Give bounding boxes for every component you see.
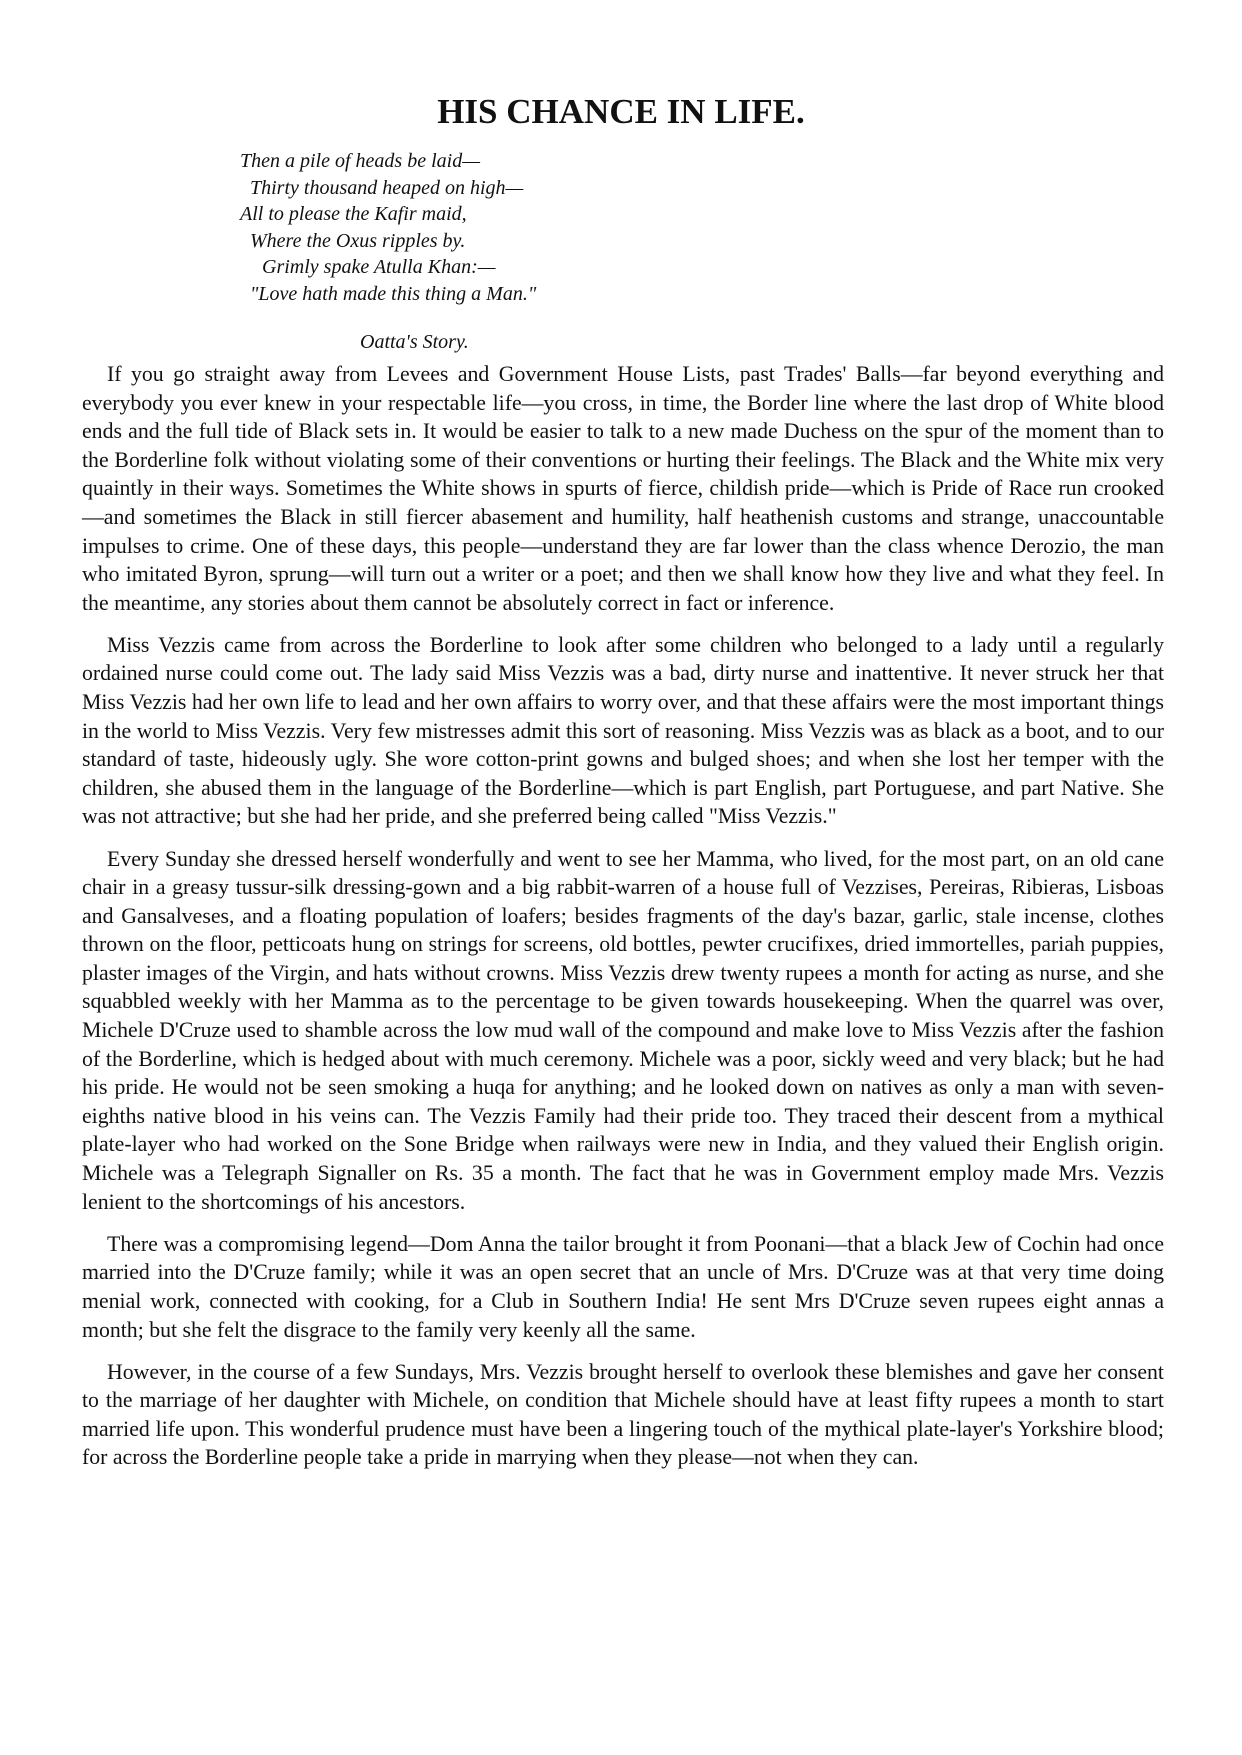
epigraph-attribution: Oatta's Story. [360, 331, 469, 353]
epigraph-line: Where the Oxus ripples by. [250, 229, 466, 252]
epigraph-line: Thirty thousand heaped on high— [250, 176, 524, 199]
chapter-title: HIS CHANCE IN LIFE. [437, 92, 805, 131]
paragraph: However, in the course of a few Sundays, Mrs. Vezzis brought herself to overlook these blemishes and gave her consent to the marriage of her daughter with Michele, on condition that Michele should have at least fifty rupees a month to start married life upon. This wonderful prudence must have been a lingering touch of the mythical plate-layer's Yorkshire blood; for across the Borderline people take a pride in marrying when they please—not when they can. [82, 1359, 1164, 1470]
paragraph: Miss Vezzis came from across the Borderline to look after some children who belonged to a lady until a regularly ordained nurse could come out. The lady said Miss Vezzis was a bad, dirty nurse and inattentive. It never struck her that Miss Vezzis had her own life to lead and her own affairs to worry over, and that these affairs were the most important things in the world to Miss Vezzis. Very few mistresses admit this sort of reasoning. Miss Vezzis was as black as a boot, and to our standard of taste, hideously ugly. She wore cotton-print gowns and bulged shoes; and when she lost her temper with the children, she abused them in the language of the Borderline—which is part English, part Portuguese, and part Native. She was not attractive; but she had her pride, and she preferred being called "Miss Vezzis." [82, 632, 1164, 829]
paragraph: Every Sunday she dressed herself wonderfully and went to see her Mamma, who lived, for the most part, on an old cane chair in a greasy tussur-silk dressing-gown and a big rabbit-warren of a house full of Vezzises, Pereiras, Ribieras, Lisboas and Gansalveses, and a floating population of loafers; besides fragments of the day's bazar, garlic, stale incense, clothes thrown on the floor, petticoats hung on strings for screens, old bottles, pewter crucifixes, dried immortelles, pariah puppies, plaster images of the Virgin, and hats without crowns. Miss Vezzis drew twenty rupees a month for acting as nurse, and she squabbled weekly with her Mamma as to the percentage to be given towards housekeeping. When the quarrel was over, Michele D'Cruze used to shamble across the low mud wall of the compound and make love to Miss Vezzis after the fashion of the Borderline, which is hedged about with much ceremony. Michele was a poor, sickly weed and very black; but he had his pride. He would not be seen smoking a huqa for anything; and he looked down on natives as only a man with seven-eighths native blood in his veins can. The Vezzis Family had their pride too. They traced their descent from a mythical plate-layer who had worked on the Sone Bridge when railways were new in India, and they valued their English origin. Michele was a Telegraph Signaller on Rs. 35 a month. The fact that he was in Government employ made Mrs. Vezzis lenient to the shortcomings of his ancestors. [82, 846, 1164, 1214]
story-body [82, 360, 1164, 1485]
epigraph-line: All to please the Kafir maid, [240, 203, 467, 225]
epigraph-line: Then a pile of heads be laid— [240, 150, 480, 172]
epigraph-line: "Love hath made this thing a Man." [250, 282, 537, 305]
paragraph: If you go straight away from Levees and Government House Lists, past Trades' Balls—far beyond everything and everybody you ever knew in your respectable life—you cross, in time, the Border line where the last drop of White blood ends and the full tide of Black sets in. It would be easier to talk to a new made Duchess on the spur of the moment than to the Borderline folk without violating some of their conventions or hurting their feelings. The Black and the White mix very quaintly in their ways. Sometimes the White shows in spurts of fierce, childish pride—which is Pride of Race run crooked—and sometimes the Black in still fiercer abasement and humility, half heathenish customs and strange, unaccountable impulses to crime. One of these days, this people—understand they are far lower than the class whence Derozio, the man who imitated Byron, sprung—will turn out a writer or a poet; and then we shall know how they live and what they feel. In the meantime, any stories about them cannot be absolutely correct in fact or inference. [82, 362, 1164, 615]
epigraph-line: Grimly spake Atulla Khan:— [262, 256, 496, 278]
epigraph-poem [240, 148, 536, 307]
paragraph: There was a compromising legend—Dom Anna the tailor brought it from Poonani—that a black Jew of Cochin had once married into the D'Cruze family; while it was an open secret that an uncle of Mrs. D'Cruze was at that very time doing menial work, connected with cooking, for a Club in Southern India! He sent Mrs D'Cruze seven rupees eight annas a month; but she felt the disgrace to the family very keenly all the same. [82, 1231, 1164, 1342]
